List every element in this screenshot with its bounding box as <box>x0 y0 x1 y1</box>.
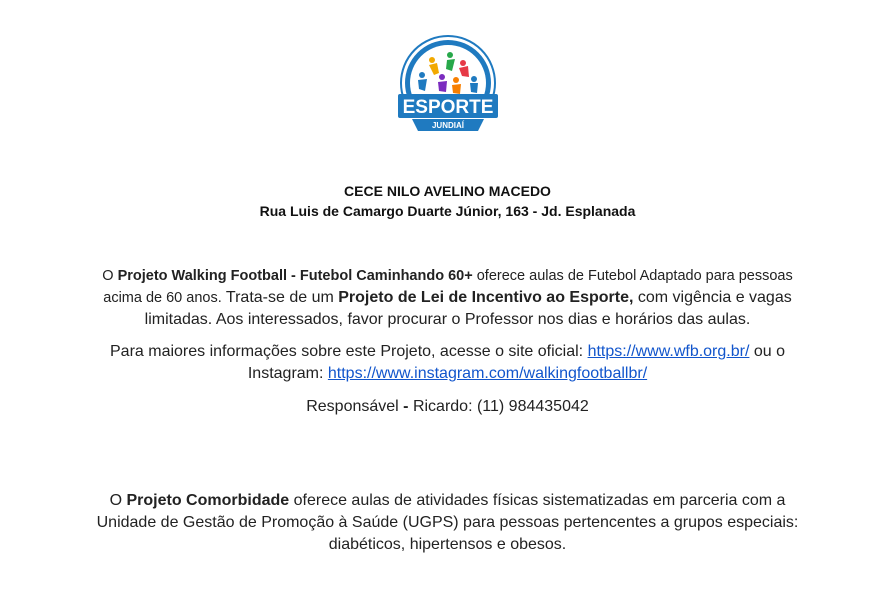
text: oferece aulas de Futebol Adaptado para pessoas <box>472 268 793 284</box>
text: Trata-se de um <box>221 289 339 306</box>
website-link[interactable]: https://www.wfb.org.br/ <box>587 343 750 360</box>
text: ou o <box>749 343 785 360</box>
logo-subtext: JUNDIAÍ <box>431 121 465 130</box>
law-name: Projeto de Lei de Incentivo ao Esporte, <box>338 289 634 306</box>
logo-text: ESPORTE <box>402 97 494 118</box>
contact: Ricardo: (11) 984435042 <box>412 398 589 415</box>
text: limitadas. Aos interessados, favor procurar o Professor nos dias e horários das aulas. <box>144 311 751 328</box>
comorbidade-paragraph <box>0 490 895 556</box>
info-paragraph <box>0 341 895 385</box>
walking-paragraph <box>0 265 895 331</box>
text: - <box>398 398 413 415</box>
esporte-jundiai-logo <box>392 35 504 140</box>
project-name: Projeto Walking Football - Futebol Caminhando 60+ <box>117 268 473 284</box>
project-name: Projeto Comorbidade <box>126 492 290 509</box>
venue-name: CECE NILO AVELINO MACEDO <box>344 183 551 199</box>
text: Responsável <box>306 398 399 415</box>
text: com vigência e vagas <box>633 289 792 306</box>
responsible-line <box>0 396 895 418</box>
text: acima de 60 anos. <box>103 290 222 306</box>
venue-address: Rua Luis de Camargo Duarte Júnior, 163 - Jd. Esplanada <box>259 203 636 219</box>
text: Unidade de Gestão de Promoção à Saúde (UGPS) para pessoas pertencentes a grupos especiais: <box>96 514 799 531</box>
text: Para maiores informações sobre este Projeto, acesse o site oficial: <box>110 343 588 360</box>
text: Instagram: <box>247 365 328 382</box>
text: diabéticos, hipertensos e obesos. <box>328 536 567 553</box>
text: oferece aulas de atividades físicas sistematizadas em parceria com a <box>289 492 786 509</box>
text: O <box>109 492 127 509</box>
instagram-link[interactable]: https://www.instagram.com/walkingfootballbr/ <box>327 365 648 382</box>
text: O <box>102 268 118 284</box>
